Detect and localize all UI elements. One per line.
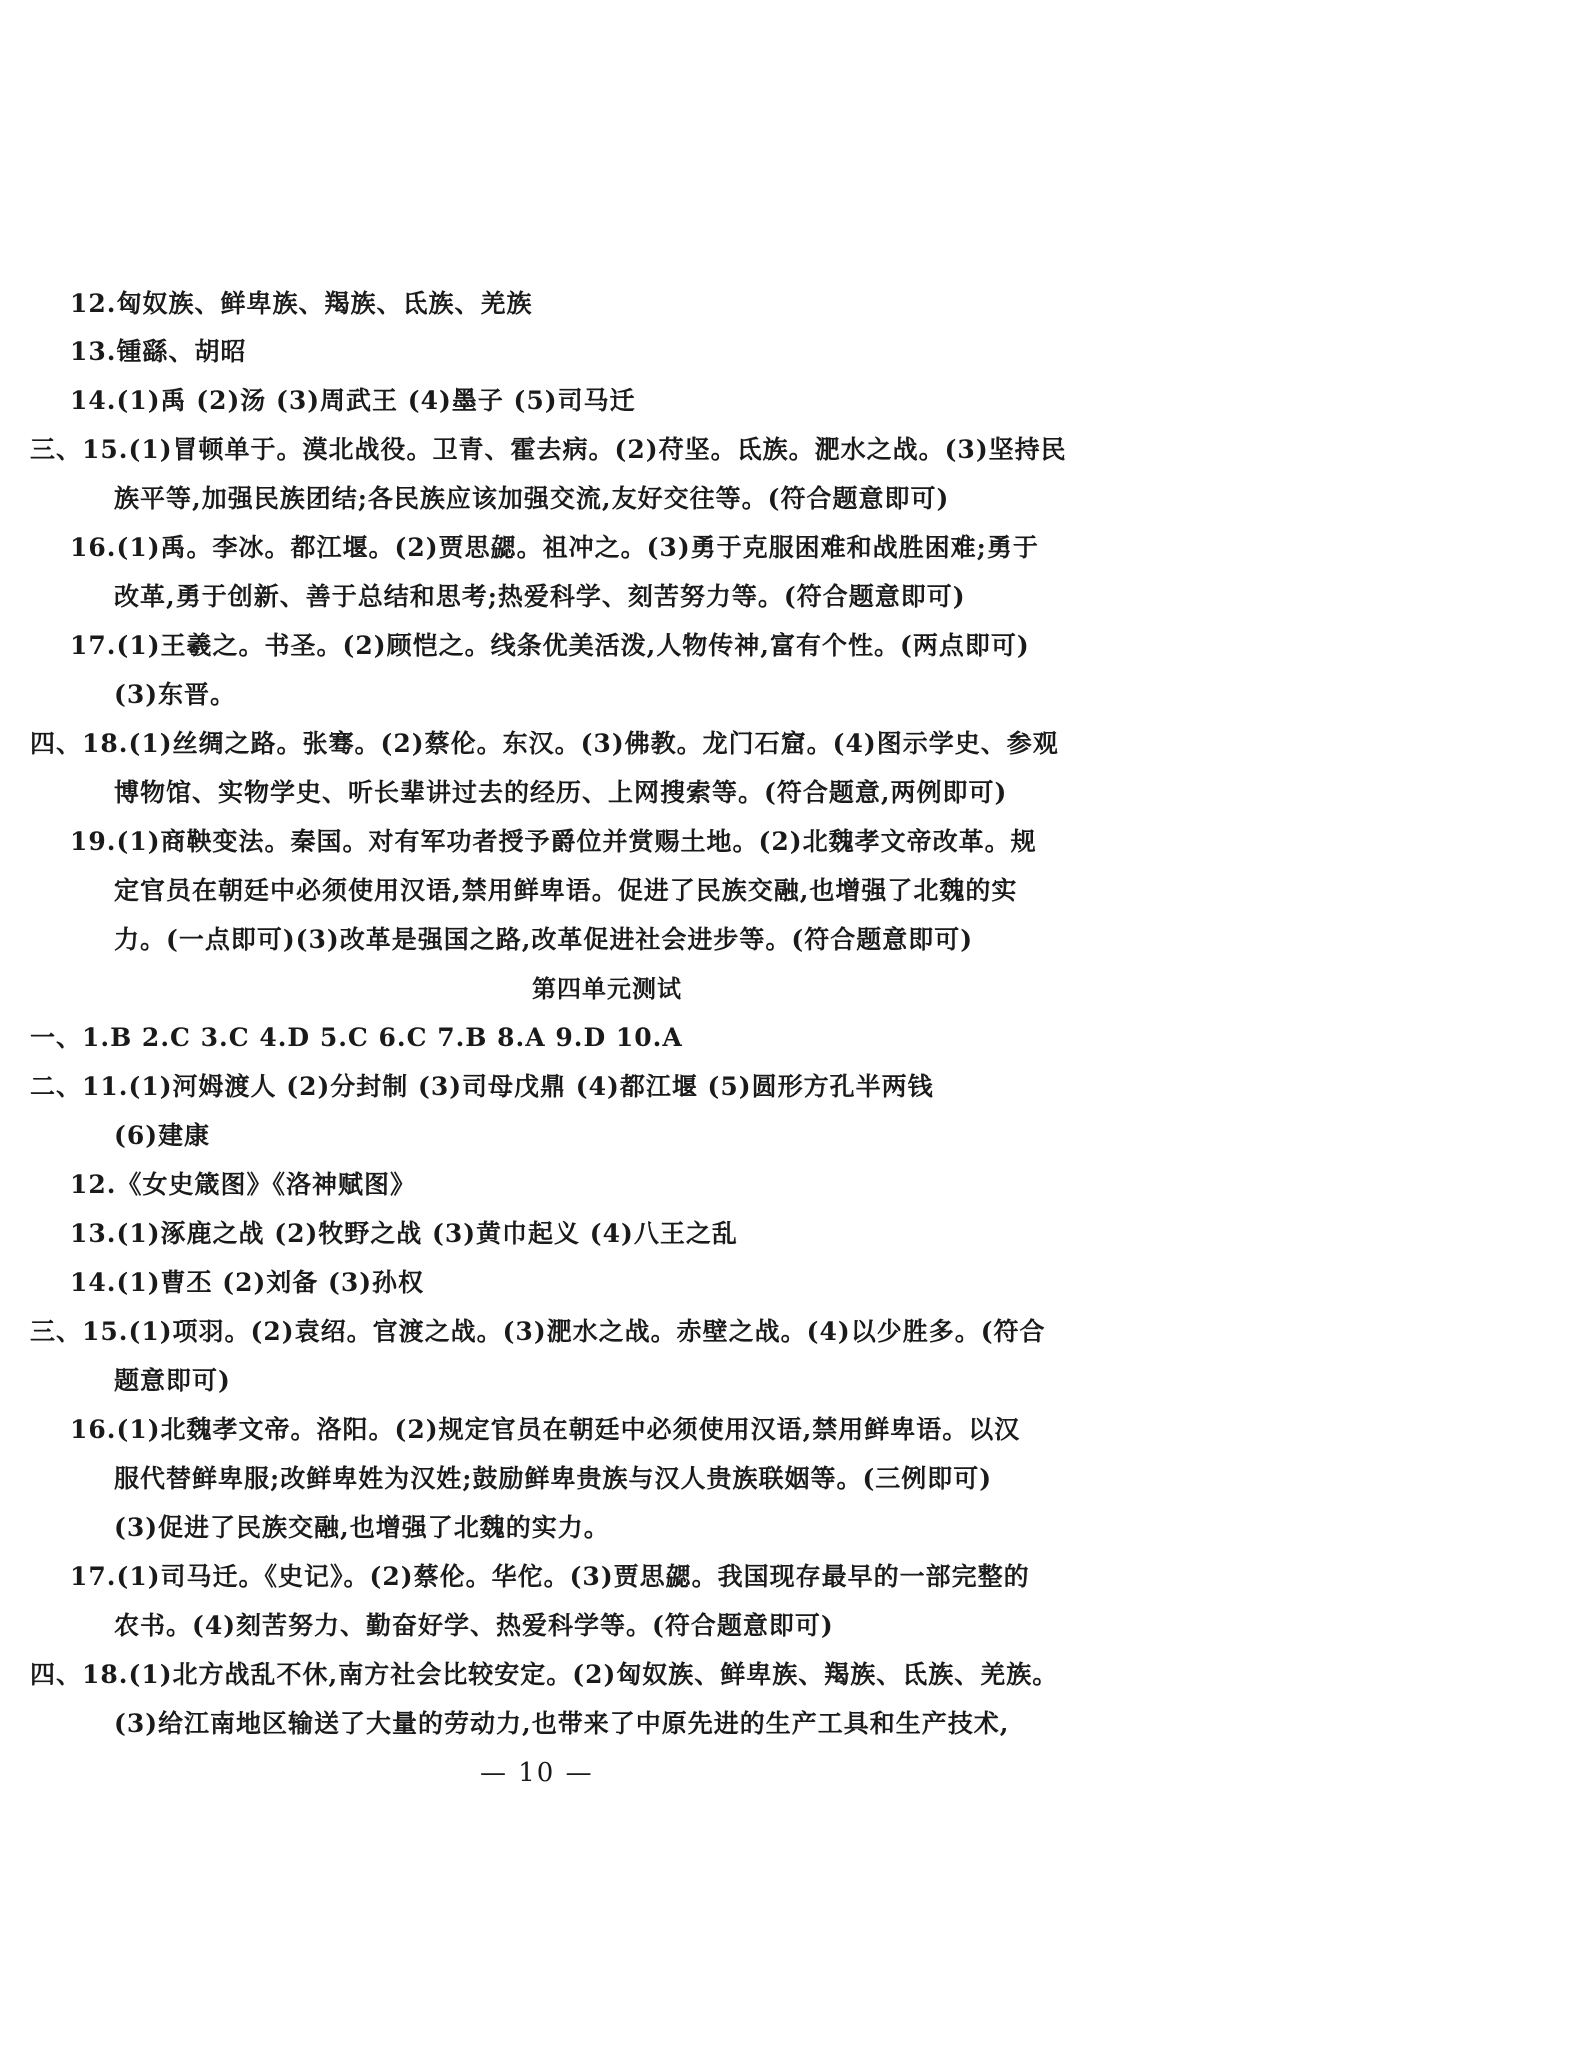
answer-line: 12.《女史箴图》《洛神赋图》 <box>70 1170 416 1199</box>
answer-line: 17.(1)司马迁。《史记》。(2)蔡伦。华佗。(3)贾思勰。我国现存最早的一部完整的 <box>70 1562 1030 1591</box>
answer-line: 定官员在朝廷中必须使用汉语,禁用鲜卑语。促进了民族交融,也增强了北魏的实 <box>114 876 1018 905</box>
answer-line: 16.(1)北魏孝文帝。洛阳。(2)规定官员在朝廷中必须使用汉语,禁用鲜卑语。以汉 <box>70 1415 1021 1444</box>
answer-line: 力。(一点即可)(3)改革是强国之路,改革促进社会进步等。(符合题意即可) <box>114 925 974 954</box>
answer-line: (6)建康 <box>114 1121 211 1150</box>
answer-line: 博物馆、实物学史、听长辈讲过去的经历、上网搜索等。(符合题意,两例即可) <box>114 778 1008 807</box>
answer-line: (3)东晋。 <box>114 680 237 709</box>
page-number: — 10 — <box>480 1758 594 1788</box>
answer-line: (3)给江南地区输送了大量的劳动力,也带来了中原先进的生产工具和生产技术, <box>114 1709 1010 1738</box>
answer-line: 四、18.(1)丝绸之路。张骞。(2)蔡伦。东汉。(3)佛教。龙门石窟。(4)图示学史、参观 <box>30 729 1059 758</box>
answer-line: 四、18.(1)北方战乱不休,南方社会比较安定。(2)匈奴族、鲜卑族、羯族、氐族、羌族。 <box>30 1660 1059 1689</box>
answer-line: 12.匈奴族、鲜卑族、羯族、氐族、羌族 <box>70 289 533 318</box>
answer-line: 16.(1)禹。李冰。都江堰。(2)贾思勰。祖冲之。(3)勇于克服困难和战胜困难;勇于 <box>70 533 1039 562</box>
answer-line: 二、11.(1)河姆渡人 (2)分封制 (3)司母戊鼎 (4)都江堰 (5)圆形方孔半两钱 <box>30 1072 934 1101</box>
answer-line: (3)促进了民族交融,也增强了北魏的实力。 <box>114 1513 610 1542</box>
answer-line: 13.(1)涿鹿之战 (2)牧野之战 (3)黄巾起义 (4)八王之乱 <box>70 1219 738 1248</box>
answer-line: 14.(1)曹丕 (2)刘备 (3)孙权 <box>70 1268 425 1297</box>
answer-line: 族平等,加强民族团结;各民族应该加强交流,友好交往等。(符合题意即可) <box>114 484 950 513</box>
answer-line: 改革,勇于创新、善于总结和思考;热爱科学、刻苦努力等。(符合题意即可) <box>114 582 966 611</box>
answer-line: 三、15.(1)冒顿单于。漠北战役。卫青、霍去病。(2)苻坚。氐族。淝水之战。(3)坚持民 <box>30 435 1067 464</box>
answer-line: 19.(1)商鞅变法。秦国。对有军功者授予爵位并赏赐土地。(2)北魏孝文帝改革。规 <box>70 827 1037 856</box>
answer-line: 17.(1)王羲之。书圣。(2)顾恺之。线条优美活泼,人物传神,富有个性。(两点即可) <box>70 631 1030 660</box>
section-heading: 第四单元测试 <box>532 975 682 1003</box>
answer-line: 三、15.(1)项羽。(2)袁绍。官渡之战。(3)淝水之战。赤壁之战。(4)以少胜多。(符合 <box>30 1317 1046 1346</box>
answer-line: 农书。(4)刻苦努力、勤奋好学、热爱科学等。(符合题意即可) <box>114 1611 834 1640</box>
answer-line: 服代替鲜卑服;改鲜卑姓为汉姓;鼓励鲜卑贵族与汉人贵族联姻等。(三例即可) <box>114 1464 993 1493</box>
answer-line: 一、1.B 2.C 3.C 4.D 5.C 6.C 7.B 8.A 9.D 10.A <box>30 1023 683 1052</box>
answer-line: 题意即可) <box>114 1366 231 1395</box>
answer-line: 13.锺繇、胡昭 <box>70 337 247 366</box>
answer-line: 14.(1)禹 (2)汤 (3)周武王 (4)墨子 (5)司马迁 <box>70 386 636 415</box>
